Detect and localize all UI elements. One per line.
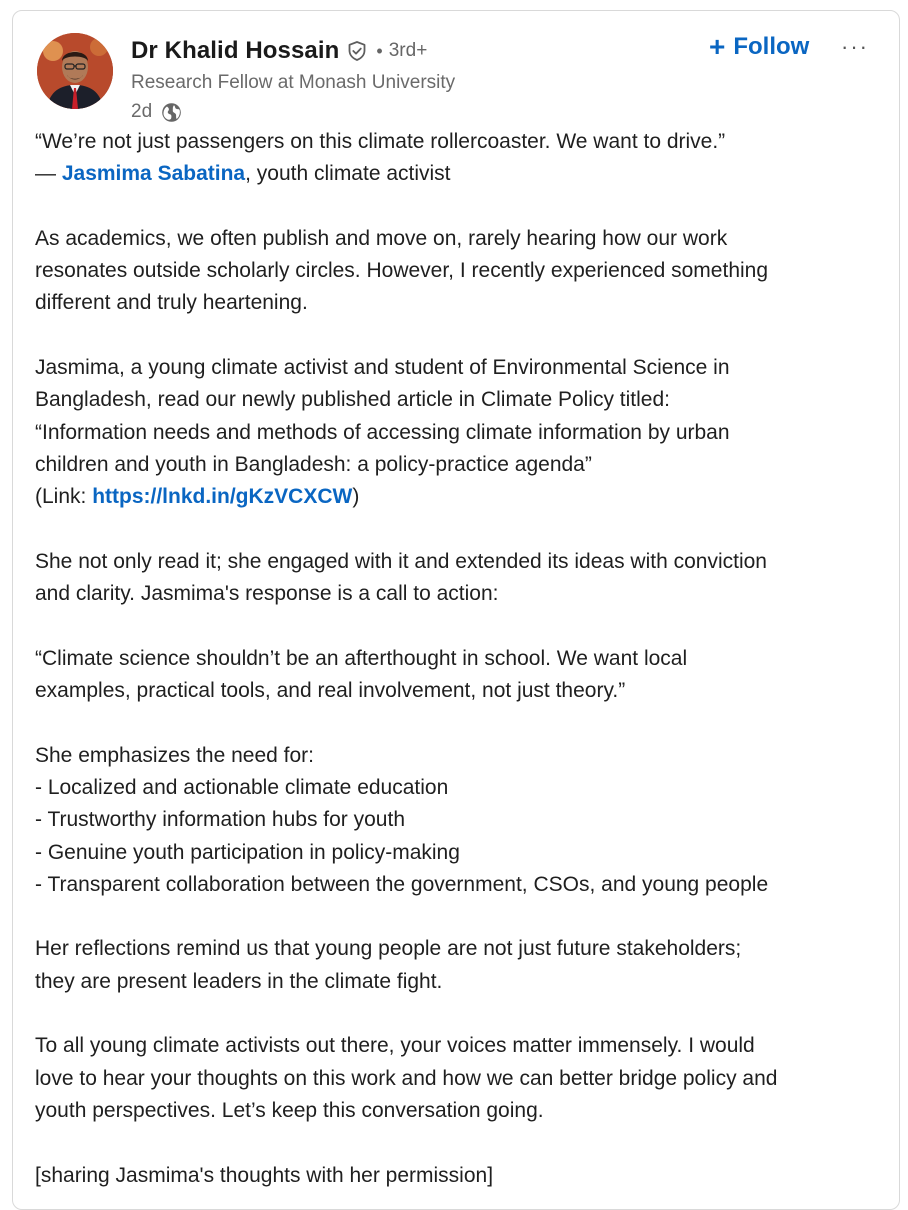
connection-degree: 3rd+ — [388, 40, 428, 61]
text-line: different and truly heartening. — [35, 291, 308, 315]
avatar-image — [37, 33, 113, 109]
paragraph-3 — [35, 546, 885, 611]
attribution-line — [35, 158, 885, 190]
attribution-suffix: , youth climate activist — [245, 162, 451, 186]
text-line: resonates outside scholarly circles. However, I recently experienced something — [35, 259, 769, 283]
text-line: Her reflections remind us that young people are not just future stakeholders; — [35, 937, 742, 961]
mention-link[interactable]: Jasmima Sabatina — [61, 162, 246, 186]
paragraph-2 — [35, 352, 885, 513]
text-line: children and youth in Bangladesh: a policy-practice agenda” — [35, 452, 592, 476]
separator-dot: • — [376, 40, 383, 61]
paragraph-4 — [35, 643, 885, 708]
list-item: - Localized and actionable climate education — [35, 775, 449, 799]
text-line: She not only read it; she engaged with it and extended its ideas with conviction — [35, 549, 767, 573]
text-line: examples, practical tools, and real involvement, not just theory.” — [35, 679, 626, 703]
list-item: - Transparent collaboration between the government, CSOs, and young people — [35, 872, 769, 896]
permission-note: [sharing Jasmima's thoughts with her permission] — [35, 1163, 494, 1187]
author-headline: Research Fellow at Monash University — [131, 72, 456, 93]
link-suffix: ) — [352, 485, 360, 509]
text-line: youth perspectives. Let’s keep this conversation going. — [35, 1098, 544, 1122]
article-link[interactable]: https://lnkd.in/gKzVCXCW — [92, 485, 353, 509]
paragraph-1 — [35, 223, 885, 320]
follow-button[interactable] — [701, 29, 817, 65]
attribution-prefix: — — [35, 162, 62, 186]
author-name[interactable]: Dr Khalid Hossain — [131, 37, 340, 64]
post-card — [12, 10, 900, 1210]
list-item: - Trustworthy information hubs for youth — [35, 808, 405, 832]
text-line: As academics, we often publish and move on, rarely hearing how our work — [35, 226, 728, 250]
text-line: Bangladesh, read our newly published article in Climate Policy titled: — [35, 388, 671, 412]
link-prefix: (Link: — [35, 485, 93, 509]
link-line — [35, 481, 885, 513]
footer-note — [35, 1160, 885, 1192]
plus-icon: + — [709, 31, 726, 62]
author-avatar[interactable] — [37, 33, 113, 109]
text-line: “Climate science shouldn’t be an afterthought in school. We want local — [35, 646, 688, 670]
text-line: “Information needs and methods of accessing climate information by urban — [35, 420, 730, 444]
quote-line: “We’re not just passengers on this climate rollercoaster. We want to drive.” — [35, 130, 726, 153]
more-options-button[interactable] — [833, 33, 877, 61]
text-line: and clarity. Jasmima's response is a call to action: — [35, 582, 499, 606]
post-body — [35, 126, 885, 1192]
text-line: To all young climate activists out there, your voices matter immensely. I would — [35, 1034, 755, 1058]
paragraph-6 — [35, 933, 885, 998]
paragraph-7 — [35, 1030, 885, 1127]
author-name-row — [131, 37, 691, 65]
text-line: they are present leaders in the climate fight. — [35, 969, 443, 993]
list-item: - Genuine youth participation in policy-making — [35, 840, 460, 864]
needs-intro: She emphasizes the need for: — [35, 743, 315, 767]
author-info — [131, 37, 691, 124]
follow-label: Follow — [733, 33, 810, 60]
globe-icon — [161, 102, 182, 123]
post-meta — [131, 100, 691, 124]
verified-shield-icon — [346, 40, 368, 62]
more-options-icon: ··· — [841, 34, 869, 59]
post-time: 2d — [131, 101, 153, 122]
opening-quote — [35, 126, 885, 191]
text-line: Jasmima, a young climate activist and student of Environmental Science in — [35, 356, 730, 380]
paragraph-5 — [35, 740, 885, 901]
post-header — [13, 11, 899, 121]
text-line: love to hear your thoughts on this work and how we can better bridge policy and — [35, 1066, 778, 1090]
